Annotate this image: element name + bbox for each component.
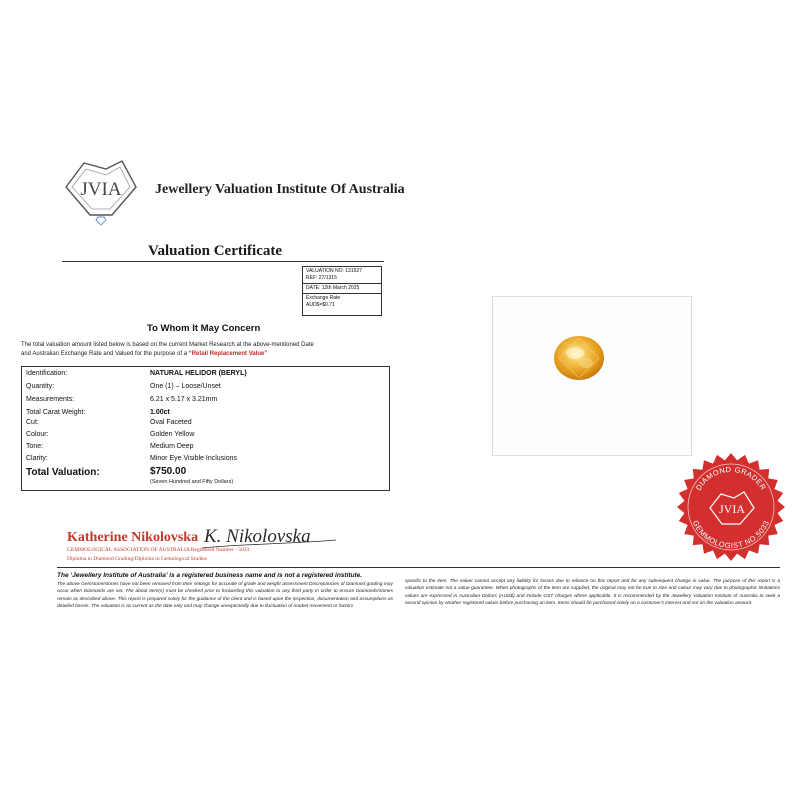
detail-value: NATURAL HELIDOR (BERYL) [150, 370, 247, 377]
institute-name: Jewellery Valuation Institute Of Australia [155, 182, 405, 197]
detail-label: Tone: [26, 443, 44, 450]
disclaimer-right: specific to the item. The valuer cannot accept any liability for losses due to reliance on this report and for any subsequent change in value. The purpose of this report is a valuation estimate not a value guarantee. When photographs of the item are supplied, the original may not be true to size and colour may vary due to photographic limitations values are expressed in Australian Dollars (AUD$) and include GST charges where applicable. It is recommended by the Jewellery Valuation Institute of Australia to seek a second opinion by another registered valuer before purchasing an item. Items should be purchased solely on a customer's interest and not on the valuation amount. [405, 579, 780, 607]
reference: REF: 27/1315 [306, 275, 337, 281]
detail-label: Measurements: [26, 396, 75, 403]
detail-label: Identification: [26, 370, 68, 377]
detail-label: Colour: [26, 431, 49, 438]
intro-highlight: “Retail Replacement Value” [188, 351, 268, 357]
detail-label: Clarity: [26, 455, 48, 462]
intro-line-1: The total valuation amount listed below is based on the current Market Research at the above-mentioned Date [21, 342, 314, 348]
valuation-date: DATE: 12th March 2025 [306, 285, 360, 291]
exchange-rate-value: AUD$=$0.71 [306, 302, 335, 308]
detail-label: Quantity: [26, 383, 55, 390]
intro-text [21, 341, 381, 359]
footer-rule [57, 567, 780, 568]
detail-label: Total Carat Weight: [26, 409, 86, 416]
total-valuation-value: $750.00 [150, 466, 187, 477]
disclaimer-left: The above Gemstone/stones have not been removed from their settings for accurate of grade and weight assessment Discrepancies of Diamond grading may occur when Diamonds are set. The about item(s) must be checked prior to forwarding this valuation to any third party in order to ensure Diamonds/stones remain as described above. This report is prepared solely for the guidance of the client and is based upon the inspection, documentation and assumptions as detailed herein. The valuation is as current as the date only and may change unexpectedly due to fluctuation of market movement or factors [57, 582, 393, 610]
detail-value: Oval Faceted [150, 419, 192, 426]
valuer-diploma: Diploma in Diamond Grading/Diploma in Gemological Studies [67, 556, 207, 562]
seal-center-text: JVIA [719, 502, 745, 516]
detail-value: 6.21 x 5.17 x 3.21mm [150, 396, 218, 403]
valuer-association: GEMMOLOGICAL ASSOCIATION OF AUSTRALIA Registered Number - 5033 [67, 547, 250, 553]
disclaimer-heading: The ‘Jewellery Institute of Australia’ is a registered business name and is not a registered institute. [57, 572, 363, 579]
valuation-info-box [302, 266, 382, 316]
certificate-title: Valuation Certificate [148, 243, 283, 259]
intro-line-2: and Australian Exchange Rate and Valued for the purpose of a [21, 351, 188, 357]
seal-top-text: DIAMOND GRADER [693, 464, 769, 493]
seal-bottom-text: GEMMOLOGIST NO.5033 [690, 518, 772, 551]
gemstone-image [553, 335, 605, 381]
valuation-number: VALUATION NO: 131527 [306, 268, 362, 274]
detail-value: One (1) – Loose/Unset [150, 383, 221, 390]
detail-value: Golden Yellow [150, 431, 195, 438]
detail-value: Minor Eye Visible Inclusions [150, 455, 238, 462]
jvia-logo [62, 157, 140, 229]
details-table [21, 366, 390, 491]
detail-value: Medium Deep [150, 443, 194, 450]
concern-title: To Whom It May Concern [147, 323, 261, 334]
title-rule [62, 261, 384, 262]
logo-text: JVIA [80, 179, 122, 200]
total-valuation-words: (Seven Hundred and Fifty Dollars) [150, 479, 234, 485]
detail-label: Cut: [26, 419, 39, 426]
total-valuation-label: Total Valuation: [26, 467, 100, 478]
exchange-rate-label: Exchange Rate [306, 295, 341, 301]
detail-value: 1.00ct [150, 409, 170, 416]
signature-script: K. Nikolovska [204, 526, 311, 547]
valuer-name: Katherine Nikolovska [67, 530, 199, 545]
gemmologist-seal [676, 452, 786, 562]
